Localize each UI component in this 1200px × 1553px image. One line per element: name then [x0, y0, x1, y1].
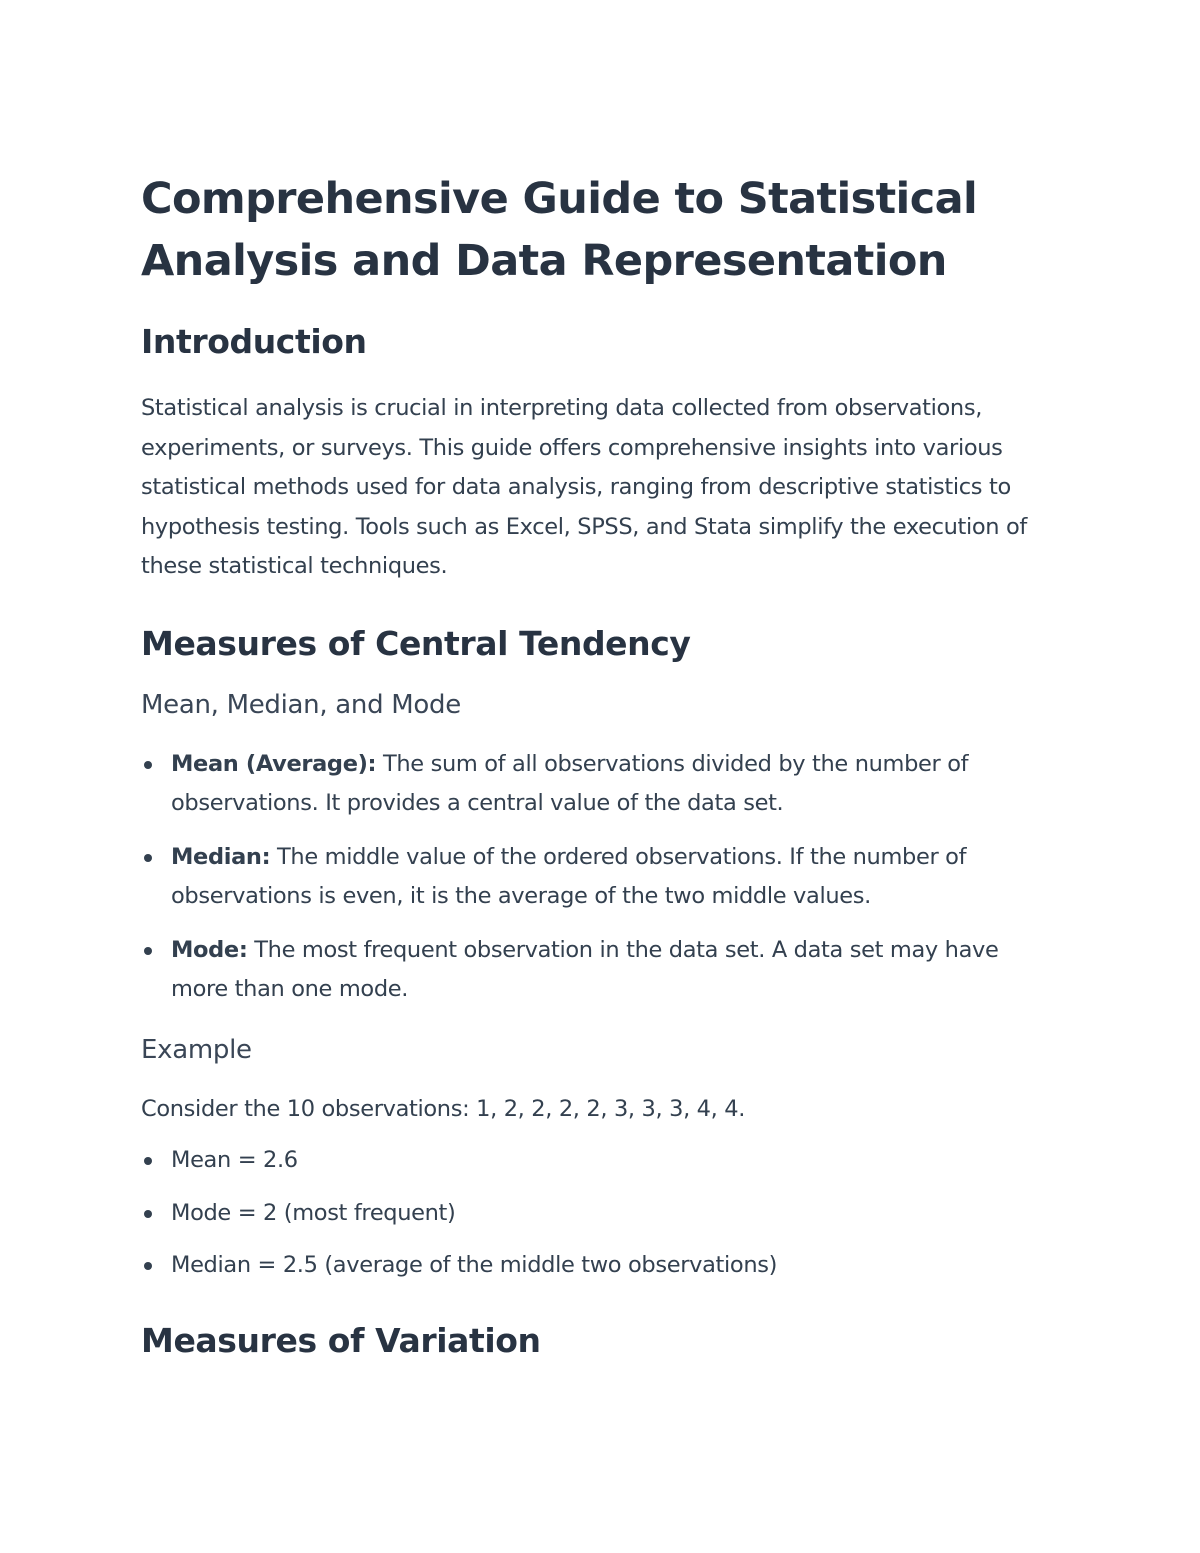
result-mean: [141, 1141, 1061, 1181]
example-results-list: [141, 1141, 1061, 1286]
bullet-icon: [144, 1210, 152, 1218]
definition-text: The middle value of the ordered observations. If the number of observations is even, it is the average of the two middle values.: [171, 843, 967, 909]
example-paragraph: Consider the 10 observations: 1, 2, 2, 2, 2, 3, 3, 3, 4, 4.: [141, 1095, 746, 1122]
document-title: Comprehensive Guide to Statistical Analysis and Data Representation: [141, 174, 978, 286]
bullet-icon: [144, 947, 152, 955]
mean-median-mode-subheading: Mean, Median, and Mode: [141, 689, 461, 720]
document-page: [141, 168, 1061, 1362]
bullet-icon: [144, 1262, 152, 1270]
definition-term: Mean (Average):: [171, 750, 377, 777]
result-text: Mean = 2.6: [171, 1147, 298, 1173]
definition-median: [141, 838, 1061, 917]
bullet-icon: [144, 854, 152, 862]
definition-mode: [141, 931, 1061, 1010]
result-text: Median = 2.5 (average of the middle two observations): [171, 1252, 778, 1278]
definitions-list: [141, 745, 1061, 1010]
definition-term: Median:: [171, 843, 271, 870]
central-tendency-heading: Measures of Central Tendency: [141, 623, 691, 663]
definition-text: The most frequent observation in the data set. A data set may have more than one mode.: [171, 936, 999, 1002]
result-text: Mode = 2 (most frequent): [171, 1199, 456, 1226]
definition-text: The sum of all observations divided by the number of observations. It provides a central value of the data set.: [171, 750, 969, 816]
variation-heading: Measures of Variation: [141, 1320, 541, 1360]
bullet-icon: [144, 1157, 152, 1165]
definition-term: Mode:: [171, 936, 248, 963]
introduction-paragraph: Statistical analysis is crucial in interpreting data collected from observations, experiments, or surveys. This guide offers comprehensive insights into various statistical methods used for data analysis, ranging from descriptive statistics to hypothesis testing. Tools such as Excel, SPSS, and Stata simplify the execution of these statistical techniques.: [141, 395, 1028, 579]
result-median: [141, 1246, 1061, 1286]
example-subheading: Example: [141, 1034, 252, 1065]
definition-mean: [141, 745, 1061, 824]
introduction-heading: Introduction: [141, 322, 367, 361]
result-mode: [141, 1194, 1061, 1234]
bullet-icon: [144, 761, 152, 769]
